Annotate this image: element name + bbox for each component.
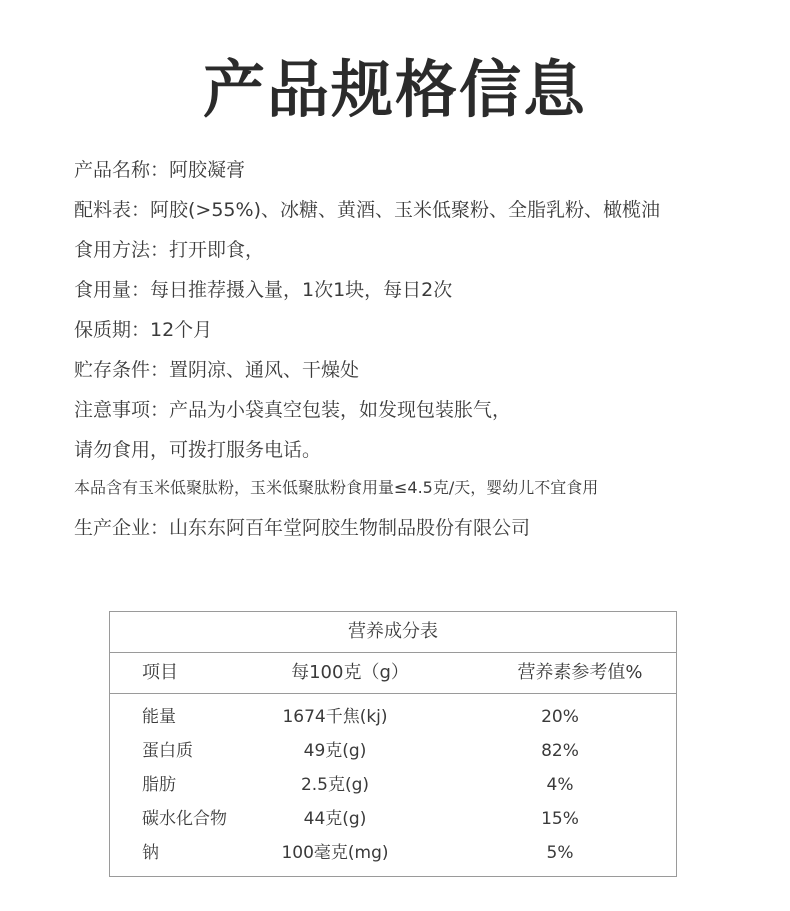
row-nrv: 5% (546, 843, 574, 863)
spec-product-name: 产品名称：阿胶凝膏 (74, 159, 246, 181)
table-row (110, 768, 676, 802)
spec-usage: 食用方法：打开即食， (74, 239, 265, 261)
row-per-100g: 49克(g) (303, 741, 367, 761)
row-nrv: 15% (541, 809, 579, 829)
row-nrv: 20% (541, 707, 579, 727)
spec-dosage: 食用量：每日推荐摄入量，1次1块，每日2次 (74, 279, 453, 301)
row-nrv: 82% (541, 741, 579, 761)
table-row (110, 700, 676, 734)
row-per-100g: 1674千焦(kj) (282, 707, 388, 727)
page-title: 产品规格信息 (202, 53, 587, 126)
nutrition-table-title: 营养成分表 (110, 612, 676, 653)
spec-list (74, 150, 754, 548)
spec-ingredients: 配料表：阿胶(>55%)、冰糖、黄酒、玉米低聚粉、全脂乳粉、橄榄油 (74, 199, 660, 221)
nutrition-table-header (110, 653, 676, 694)
nutrition-table-body (110, 694, 676, 870)
spec-storage: 贮存条件：置阴凉、通风、干燥处 (74, 359, 360, 381)
nutrition-table (109, 611, 677, 877)
spec-notice: 注意事项：产品为小袋真空包装，如发现包装胀气， (74, 399, 512, 421)
table-row (110, 734, 676, 768)
header-item: 项目 (142, 662, 178, 683)
table-row (110, 802, 676, 836)
row-per-100g: 2.5克(g) (300, 775, 370, 795)
row-nrv: 4% (546, 775, 574, 795)
row-per-100g: 44克(g) (303, 809, 367, 829)
row-item: 碳水化合物 (142, 809, 227, 829)
row-item: 脂肪 (142, 775, 176, 795)
spec-notice-continued: 请勿食用，可拨打服务电话。 (74, 439, 322, 461)
row-per-100g: 100毫克(mg) (281, 843, 389, 863)
spec-peptide-note: 本品含有玉米低聚肽粉，玉米低聚肽粉食用量≤4.5克/天，婴幼儿不宜食用 (74, 478, 599, 497)
header-per-100g: 每100克（g） (291, 662, 409, 683)
row-item: 能量 (142, 707, 176, 727)
row-item: 蛋白质 (142, 741, 193, 761)
spec-shelf-life: 保质期：12个月 (74, 319, 213, 341)
spec-manufacturer: 生产企业：山东东阿百年堂阿胶生物制品股份有限公司 (74, 517, 531, 539)
row-item: 钠 (142, 843, 159, 863)
table-row (110, 836, 676, 870)
header-nrv: 营养素参考值% (517, 662, 643, 683)
